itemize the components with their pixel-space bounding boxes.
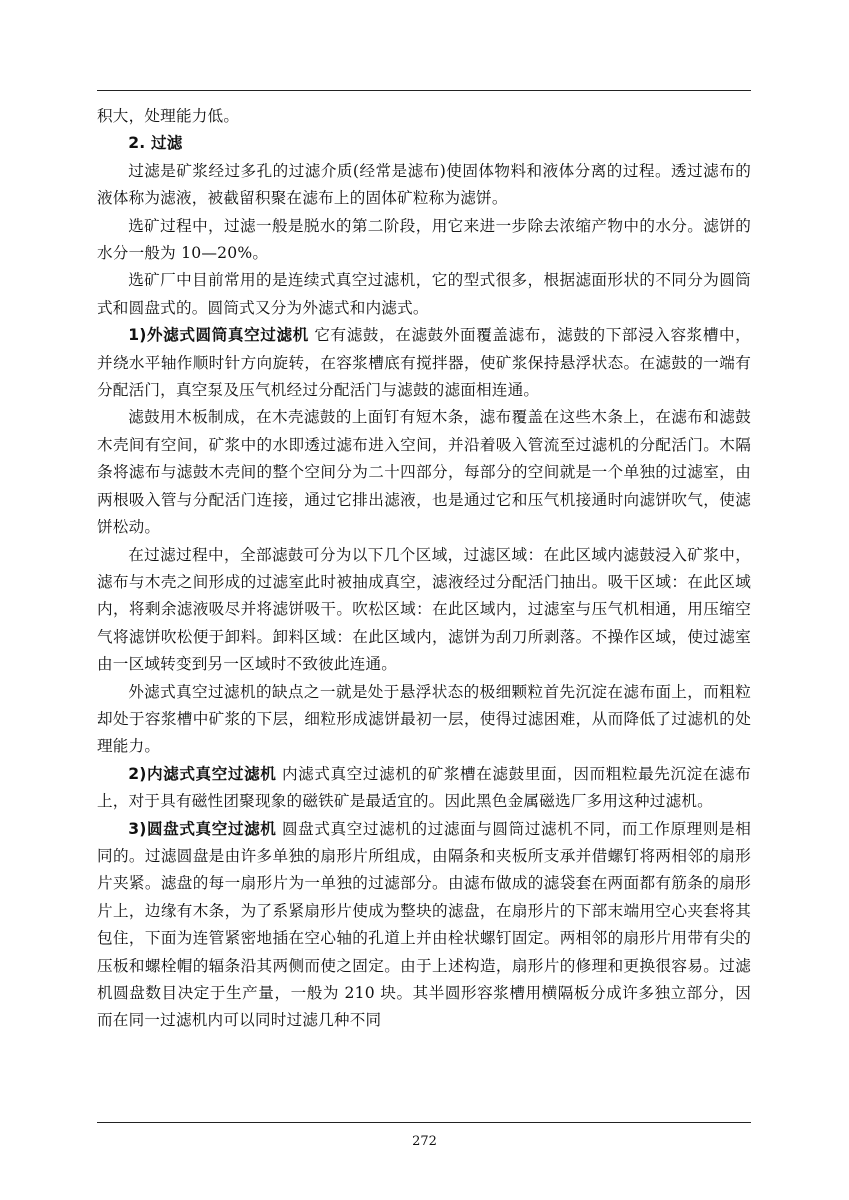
paragraph-text: 圆盘式真空过滤机的过滤面与圆筒过滤机不同，而工作原理则是相同的。过滤圆盘是由许多单独的扇形片所组成，由隔条和夹板所支承并借螺钉将两相邻的扇形片夹紧。滤盘的每一扇形片为一单独的过滤部分。由滤布做成的滤袋套在两面都有筋条的扇形片上，边缘有木条，为了系紧扇形片使成为整块的滤盘，在扇形片的下部末端用空心夹套将其包住，下面为连管紧密地插在空心轴的孔道上并由栓状螺钉固定。两相邻的扇形片用带有尖的压板和螺栓帽的辐条沿其两侧而使之固定。由于上述构造，扇形片的修理和更换很容易。过滤机圆盘数目决定于生产量，一般为 210 块。其半圆形容浆槽用横隔板分成许多独立部分，因而在同一过滤机内可以同时过滤几种不同: [97, 819, 751, 1030]
paragraph: 过滤是矿浆经过多孔的过滤介质(经常是滤布)使固体物料和液体分离的过程。透过滤布的液体称为滤液，被截留积聚在滤布上的固体矿粒称为滤饼。: [97, 161, 751, 208]
subsection-title: 1)外滤式圆筒真空过滤机: [128, 326, 309, 345]
paragraph: [97, 816, 751, 1035]
paragraph-text: 它有滤鼓，在滤鼓外面覆盖滤布，滤鼓的下部浸入容浆槽中，并绕水平轴作顺时针方向旋转，在容浆槽底有搅拌器，使矿浆保持悬浮状态。在滤鼓的一端有分配活门，真空泵及压气机经过分配活门与滤鼓的滤面相连通。: [97, 326, 751, 400]
paragraph: 选矿厂中目前常用的是连续式真空过滤机，它的型式很多，根据滤面形状的不同分为圆筒式和圆盘式的。圆筒式又分为外滤式和内滤式。: [97, 271, 751, 317]
footer-rule: [97, 1122, 751, 1123]
section-heading-text: 2. 过滤: [128, 134, 183, 153]
paragraph: [97, 761, 751, 816]
paragraph-continuation: 积大，处理能力低。: [97, 107, 240, 125]
header-rule: [97, 90, 751, 91]
body-text: [97, 103, 751, 1035]
paragraph-text: 内滤式真空过滤机的矿浆槽在滤鼓里面，因而粗粒最先沉淀在滤布上，对于具有磁性团聚现象的磁铁矿是最适宜的。因此黑色金属磁选厂多用这种过滤机。: [97, 764, 751, 811]
paragraph: 外滤式真空过滤机的缺点之一就是处于悬浮状态的极细颗粒首先沉淀在滤布面上，而粗粒却处于容浆槽中矿浆的下层，细粒形成滤饼最初一层，使得过滤困难，从而降低了过滤机的处理能力。: [97, 682, 751, 756]
paragraph: 选矿过程中，过滤一般是脱水的第二阶段，用它来进一步除去浓缩产物中的水分。滤饼的水分一般为 10—20%。: [97, 216, 751, 263]
subsection-title: 2)内滤式真空过滤机: [128, 764, 277, 783]
paragraph: 滤鼓用木板制成，在木壳滤鼓的上面钉有短木条，滤布覆盖在这些木条上，在滤布和滤鼓木壳间有空间，矿浆中的水即透过滤布进入空间，并沿着吸入管流至过滤机的分配活门。木隔条将滤布与滤鼓木壳间的整个空间分为二十四部分，每部分的空间就是一个单独的过滤室，由两根吸入管与分配活门连接，通过它排出滤液，也是通过它和压气机接通时向滤饼吹气，使滤饼松动。: [97, 408, 751, 537]
paragraph: [97, 322, 751, 404]
subsection-title: 3)圆盘式真空过滤机: [128, 819, 277, 838]
paragraph: 在过滤过程中，全部滤鼓可分为以下几个区域，过滤区域：在此区域内滤鼓浸入矿浆中，滤布与木壳之间形成的过滤室此时被抽成真空，滤液经过分配活门抽出。吸干区域：在此区域内，将剩余滤液吸尽并将滤饼吸干。吹松区域：在此区域内，过滤室与压气机相通，用压缩空气将滤饼吹松便于卸料。卸料区域：在此区域内，滤饼为刮刀所剥落。不操作区域，使过滤室由一区域转变到另一区域时不致彼此连通。: [97, 545, 751, 674]
page-number: 272: [412, 1134, 437, 1149]
section-heading: [97, 130, 751, 157]
